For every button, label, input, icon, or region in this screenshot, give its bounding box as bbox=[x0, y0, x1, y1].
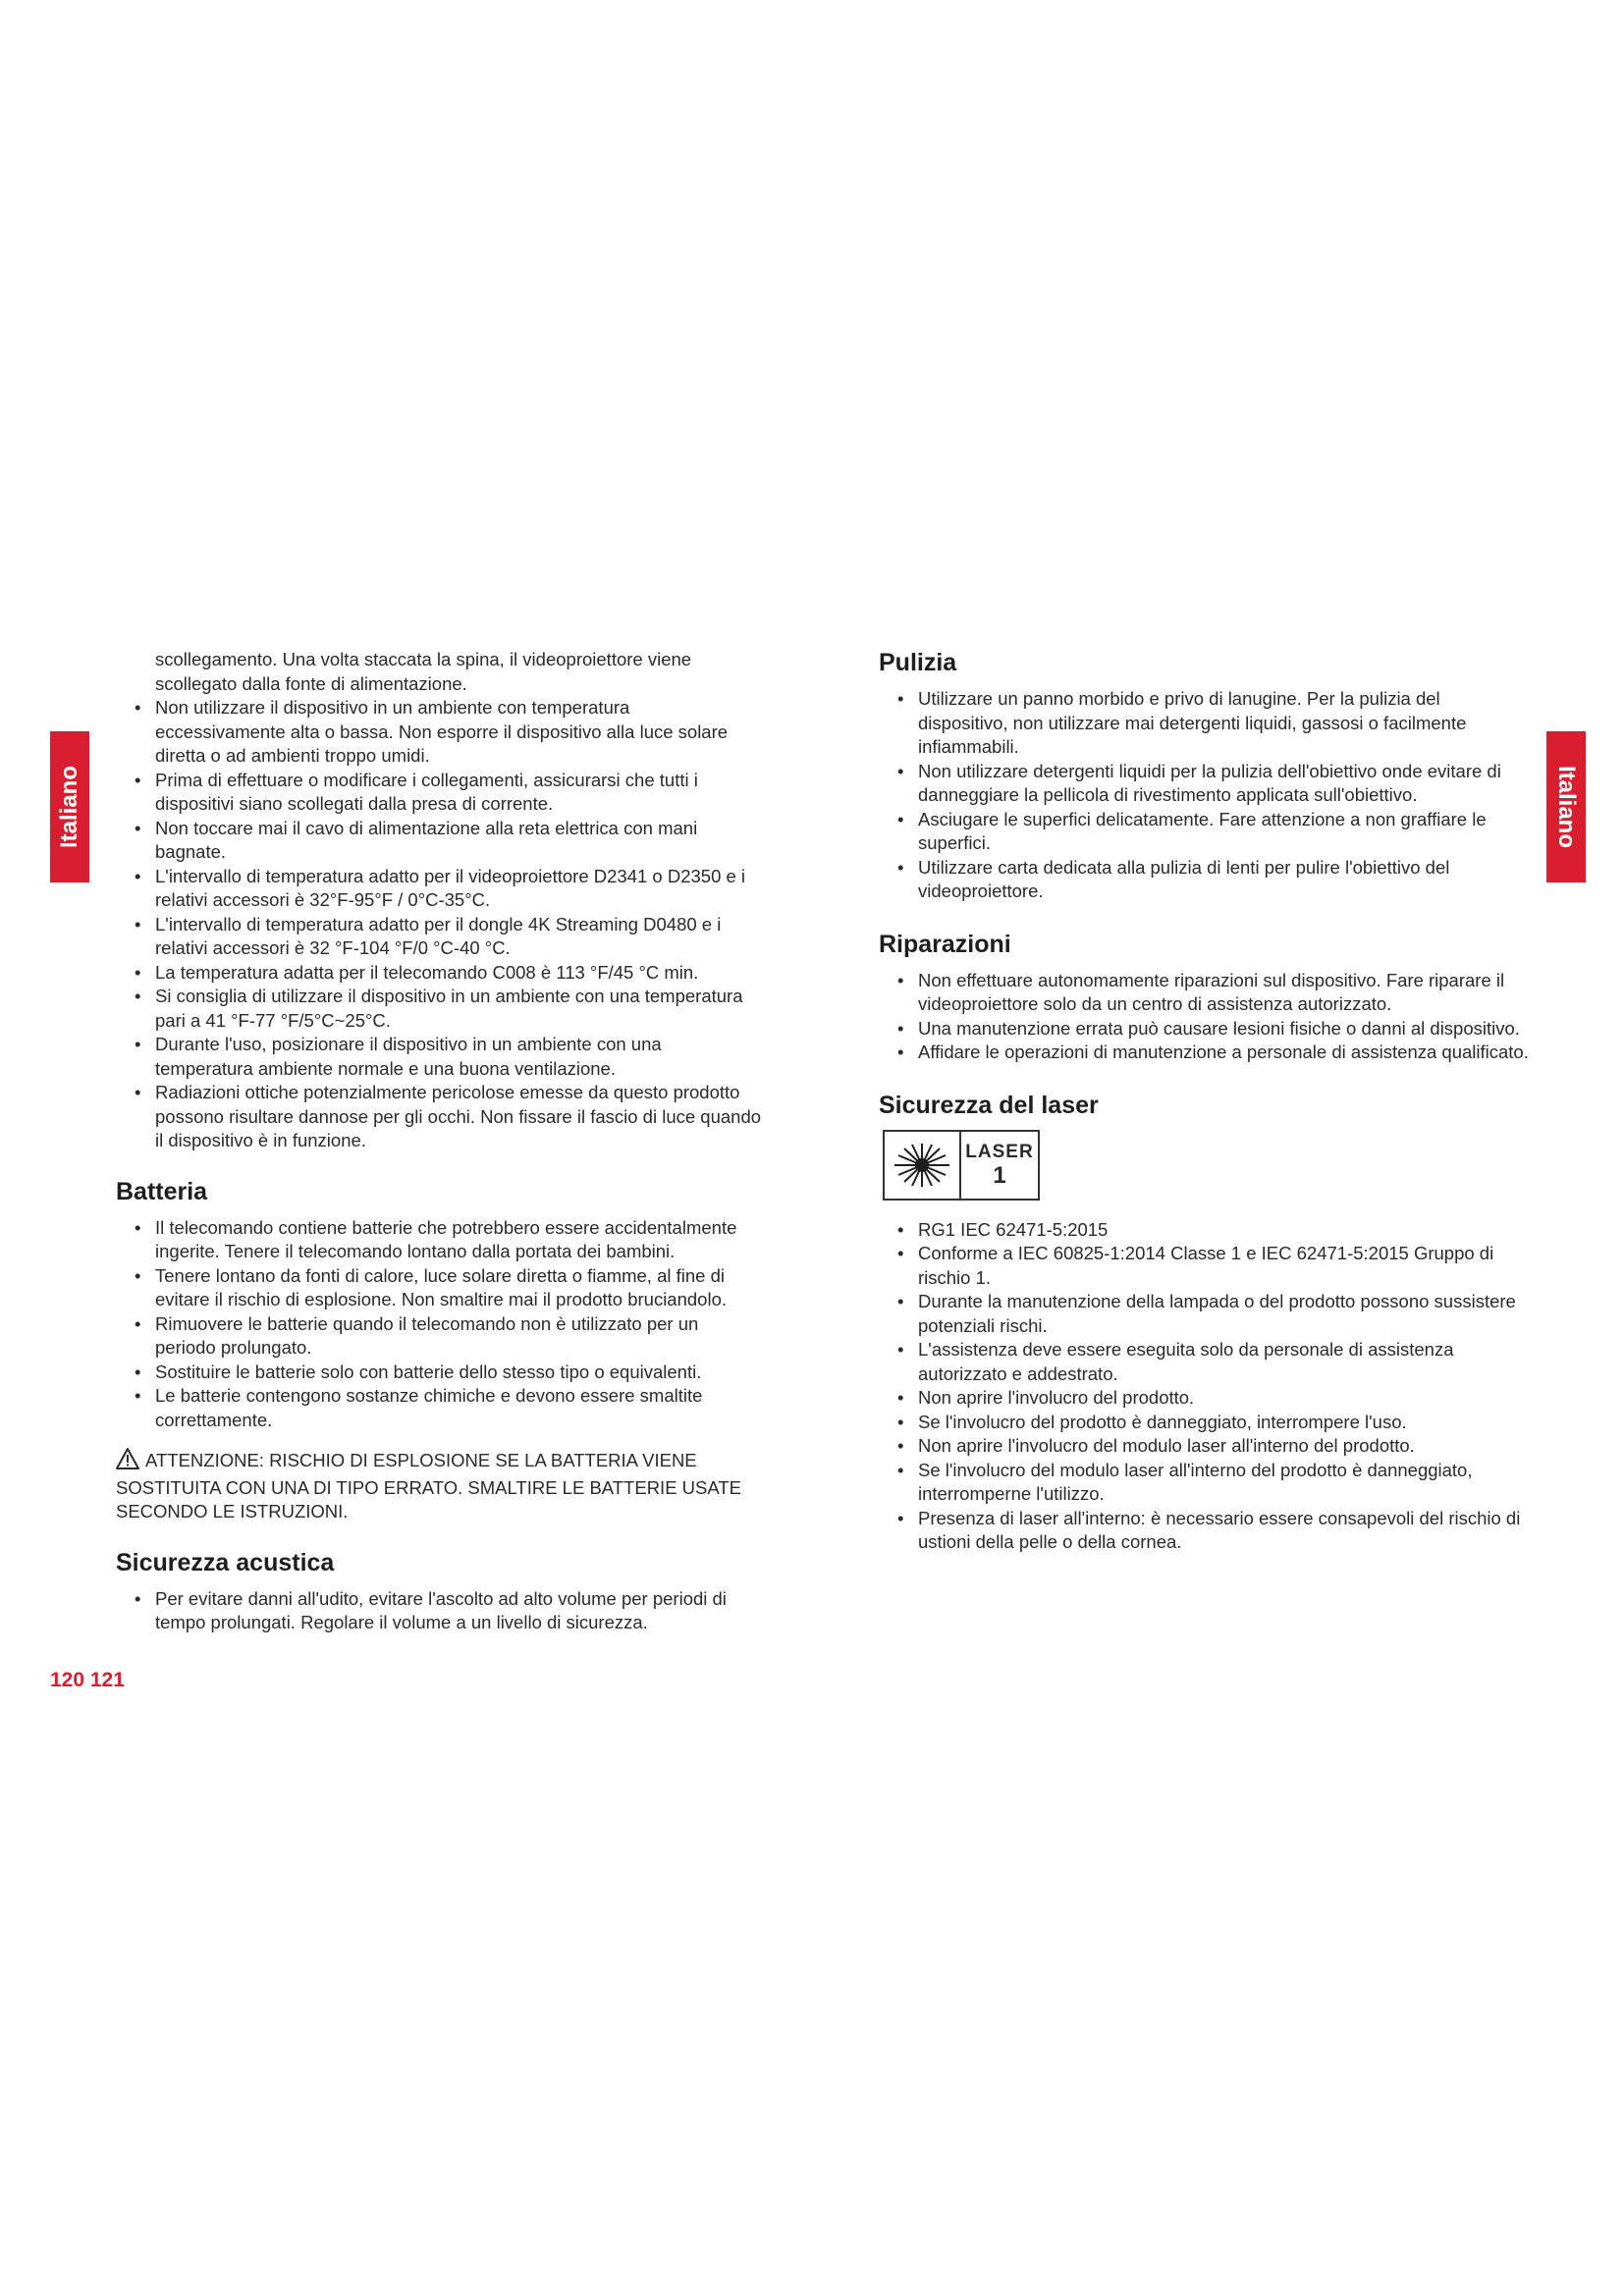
list-item: • Affidare le operazioni di manutenzione a personale di assistenza qualificato. bbox=[879, 1041, 1533, 1065]
laser-class-label bbox=[883, 1130, 1040, 1201]
language-tab-right bbox=[1546, 731, 1586, 882]
list-item: • Durante la manutenzione della lampada o del prodotto possono sussistere potenziali rischi. bbox=[879, 1290, 1533, 1338]
list-item: • Non aprire l'involucro del prodotto. bbox=[879, 1386, 1533, 1411]
laser-hazard-icon bbox=[885, 1132, 961, 1199]
laser-class-number: 1 bbox=[993, 1161, 1006, 1189]
laser-label-text bbox=[961, 1132, 1038, 1199]
list-item: • RG1 IEC 62471-5:2015 bbox=[879, 1218, 1533, 1243]
list-item: • Presenza di laser all'interno: è necessario essere consapevoli del rischio di ustioni della pelle o della cornea. bbox=[879, 1507, 1533, 1555]
list-item: • Il telecomando contiene batterie che potrebbero essere accidentalmente ingerite. Tenere il telecomando lontano dalla portata dei bambini. bbox=[116, 1216, 764, 1264]
left-column bbox=[116, 648, 764, 1635]
page-numbers: 120 121 bbox=[50, 1669, 125, 1691]
list-item: • Non utilizzare il dispositivo in un ambiente con temperatura eccessivamente alta o bassa. Non esporre il dispositivo alla luce solare diretta o ad ambienti troppo umidi. bbox=[116, 696, 764, 769]
section-heading-acustica: Sicurezza acustica bbox=[116, 1548, 335, 1576]
list-item: • L'assistenza deve essere eseguita solo da personale di assistenza autorizzato e addestrato. bbox=[879, 1338, 1533, 1386]
list-item: • Utilizzare un panno morbido e privo di lanugine. Per la pulizia del dispositivo, non utilizzare mai detergenti liquidi, gassosi o facilmente infiammabili. bbox=[879, 687, 1533, 760]
list-item: • Conforme a IEC 60825-1:2014 Classe 1 e IEC 62471-5:2015 Gruppo di rischio 1. bbox=[879, 1242, 1533, 1290]
list-item: • L'intervallo di temperatura adatto per il videoproiettore D2341 o D2350 e i relativi accessori è 32°F-95°F / 0°C-35°C. bbox=[116, 865, 764, 913]
warning-text: ATTENZIONE: RISCHIO DI ESPLOSIONE SE LA BATTERIA VIENE SOSTITUITA CON UNA DI TIPO ERRATO. SMALTIRE LE BATTERIE USATE SECONDO LE ISTRUZIONI. bbox=[116, 1450, 741, 1522]
language-tab-label: Italiano bbox=[56, 765, 83, 849]
section-heading-laser: Sicurezza del laser bbox=[879, 1091, 1099, 1119]
list-item: • Utilizzare carta dedicata alla pulizia di lenti per pulire l'obiettivo del videoproiettore. bbox=[879, 856, 1533, 904]
list-item: • Se l'involucro del modulo laser all'interno del prodotto è danneggiato, interromperne l'utilizzo. bbox=[879, 1459, 1533, 1507]
list-item: • Non toccare mai il cavo di alimentazione alla reta elettrica con mani bagnate. bbox=[116, 817, 764, 865]
list-item: • Si consiglia di utilizzare il dispositivo in un ambiente con una temperatura pari a 41 °F-77 °F/5°C~25°C. bbox=[116, 985, 764, 1033]
list-item: • Asciugare le superfici delicatamente. Fare attenzione a non graffiare le superfici. bbox=[879, 808, 1533, 856]
list-item: • Durante l'uso, posizionare il dispositivo in un ambiente con una temperatura ambiente normale e una buona ventilazione. bbox=[116, 1033, 764, 1081]
battery-list bbox=[116, 1216, 764, 1433]
list-item: • Non utilizzare detergenti liquidi per la pulizia dell'obiettivo onde evitare di danneggiare la pellicola di rivestimento applicata sull'obiettivo. bbox=[879, 760, 1533, 808]
list-item: • L'intervallo di temperatura adatto per il dongle 4K Streaming D0480 e i relativi accessori è 32 °F-104 °F/0 °C-40 °C. bbox=[116, 913, 764, 961]
laser-list bbox=[879, 1218, 1533, 1555]
section-heading-riparazioni: Riparazioni bbox=[879, 930, 1011, 958]
language-tab-left bbox=[50, 731, 89, 882]
list-item: • Non aprire l'involucro del modulo laser all'interno del prodotto. bbox=[879, 1434, 1533, 1459]
list-item: • La temperatura adatta per il telecomando C008 è 113 °F/45 °C min. bbox=[116, 961, 764, 986]
list-item: • Se l'involucro del prodotto è danneggiato, interrompere l'uso. bbox=[879, 1411, 1533, 1435]
list-item: • Una manutenzione errata può causare lesioni fisiche o danni al dispositivo. bbox=[879, 1017, 1533, 1041]
list-item: • Tenere lontano da fonti di calore, luce solare diretta o fiamme, al fine di evitare il rischio di esplosione. Non smaltire mai il prodotto bruciandolo. bbox=[116, 1264, 764, 1312]
cleaning-list bbox=[879, 687, 1533, 904]
continuation-text: scollegamento. Una volta staccata la spina, il videoproiettore viene scollegato dalla fonte di alimentazione. bbox=[155, 649, 692, 694]
acoustic-list bbox=[116, 1587, 764, 1635]
list-item: • Sostituire le batterie solo con batterie dello stesso tipo o equivalenti. bbox=[116, 1361, 764, 1385]
language-tab-label: Italiano bbox=[1553, 765, 1581, 849]
list-item: • Non effettuare autonomamente riparazioni sul dispositivo. Fare riparare il videoproiettore solo da un centro di assistenza autorizzato. bbox=[879, 969, 1533, 1017]
list-item: • Per evitare danni all'udito, evitare l'ascolto ad alto volume per periodi di tempo prolungati. Regolare il volume a un livello di sicurezza. bbox=[116, 1587, 764, 1635]
laser-word: LASER bbox=[965, 1141, 1034, 1162]
list-item: • Prima di effettuare o modificare i collegamenti, assicurarsi che tutti i dispositivi siano scollegati dalla presa di corrente. bbox=[116, 769, 764, 817]
list-item: • Radiazioni ottiche potenzialmente pericolose emesse da questo prodotto possono risultare dannose per gli occhi. Non fissare il fascio di luce quando il dispositivo è in funzione. bbox=[116, 1081, 764, 1153]
list-item: • Le batterie contengono sostanze chimiche e devono essere smaltite correttamente. bbox=[116, 1384, 764, 1432]
list-item: • Rimuovere le batterie quando il telecomando non è utilizzato per un periodo prolungato. bbox=[116, 1312, 764, 1361]
repair-list bbox=[879, 969, 1533, 1065]
section-heading-batteria: Batteria bbox=[116, 1177, 208, 1205]
right-column bbox=[879, 648, 1533, 1555]
warning-icon bbox=[116, 1448, 139, 1476]
battery-warning bbox=[116, 1448, 764, 1524]
section-heading-pulizia: Pulizia bbox=[879, 649, 957, 676]
safety-list bbox=[116, 696, 764, 1153]
